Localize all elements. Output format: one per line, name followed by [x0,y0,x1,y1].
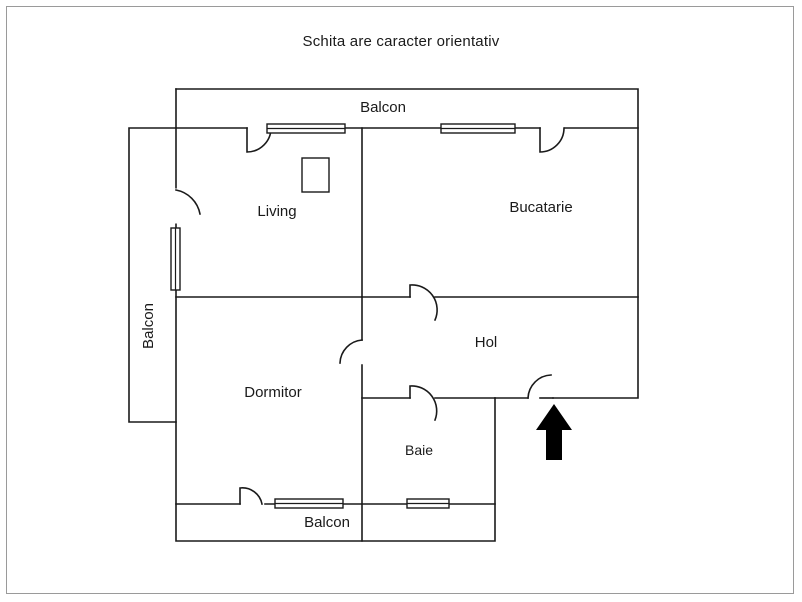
entrance-arrow [536,404,572,460]
door-baie [410,386,437,420]
door-entrance [528,375,551,398]
room-label-balcon-left: Balcon [140,303,157,349]
living-fixture [302,158,329,192]
door-balcon-top-right [540,128,564,152]
room-label-balcon-bottom: Balcon [304,514,350,531]
wall-balcon-left [129,128,176,422]
wall-outer-left-bottom [176,89,495,541]
room-label-bucatarie: Bucatarie [509,199,573,216]
door-balcon-left [176,190,200,214]
room-label-dormitor: Dormitor [244,384,302,401]
door-dormitor-hol [340,340,362,363]
room-label-hol: Hol [474,334,498,351]
wall-outer-top-right [176,89,638,398]
door-balcon-bottom [240,488,262,504]
room-label-baie: Baie [404,442,434,458]
room-label-balcon-top: Balcon [360,99,406,116]
page-title: Schita are caracter orientativ [302,33,500,50]
windows-group [171,124,515,508]
door-hol-living [410,285,437,320]
room-label-living: Living [257,203,297,220]
